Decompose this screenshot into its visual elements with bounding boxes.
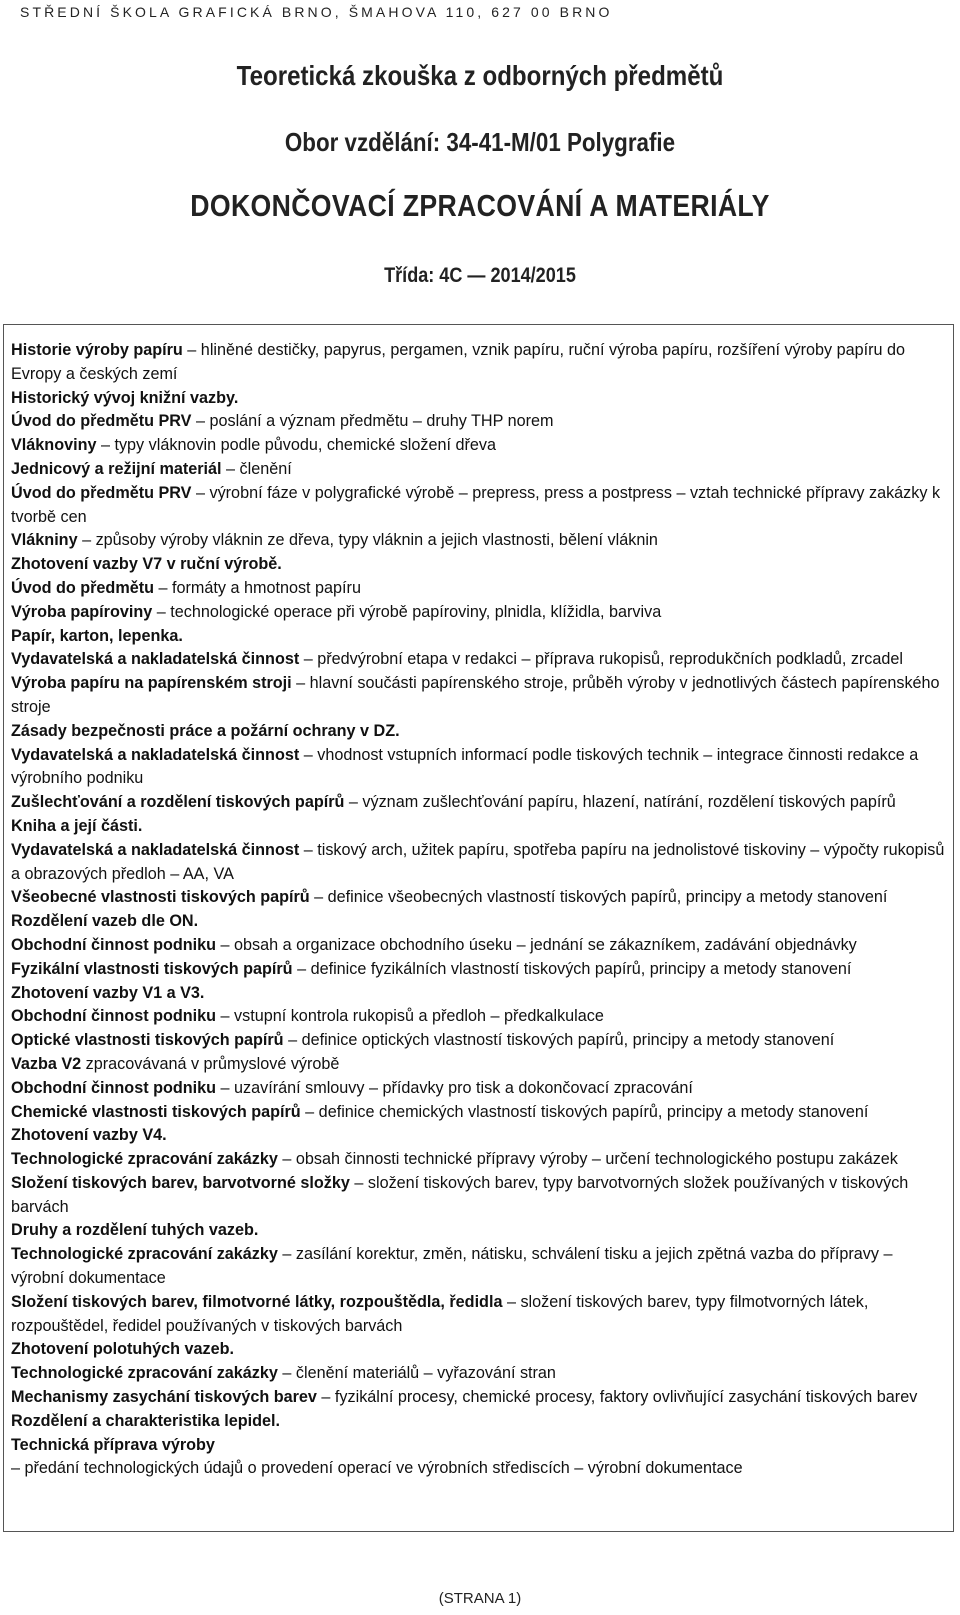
topic-heading: Zhotovení polotuhých vazeb. [11,1340,235,1359]
topic-row [11,1029,945,1053]
topic-row [11,410,945,434]
topic-row [11,1338,945,1362]
topic-heading: Všeobecné vlastnosti tiskových papírů [11,888,310,907]
topics-box [3,324,954,1532]
topic-row [11,1172,945,1220]
topic-heading: Obchodní činnost podniku [11,1078,217,1097]
topic-row [11,1124,945,1148]
topic-heading: Technická příprava výroby [11,1435,215,1454]
topic-heading: Druhy a rozdělení tuhých vazeb. [11,1221,259,1240]
topic-heading: Úvod do předmětu [11,578,154,597]
topic-heading: Historický vývoj knižní vazby. [11,388,239,407]
topic-description: – technologické operace při výrobě papíroviny, plnidla, klížidla, barviva [152,602,662,621]
page-number: (STRANA 1) [438,1590,522,1607]
topic-heading: Mechanismy zasychání tiskových barev [11,1388,317,1407]
topic-heading: Papír, karton, lepenka. [11,626,183,645]
topic-row [11,648,945,672]
topic-description: – typy vláknovin podle původu, chemické složení dřeva [96,436,496,455]
topic-row [11,1386,945,1410]
topic-description: – složení tiskových barev, typy filmotvorných látek, rozpouštědel, ředidel používaných v tiskových barvách [11,1292,869,1335]
topic-row [11,1219,945,1243]
topic-row [11,529,945,553]
topic-description: – vstupní kontrola rukopisů a předloh – předkalkulace [216,1007,604,1026]
topic-description: – složení tiskových barev, typy barvotvorných složek používaných v tiskových barvách [11,1173,909,1216]
topic-description: – poslání a význam předmětu – druhy THP norem [191,412,554,431]
topic-description: – předvýrobní etapa v redakci – příprava rukopisů, reprodukčních podkladů, zrcadel [299,650,904,669]
topic-row [11,1410,945,1434]
topic-heading: Složení tiskových barev, barvotvorné složky [11,1173,350,1192]
topic-description: – definice všeobecných vlastností tiskových papírů, principy a metody stanovení [309,888,888,907]
topic-description: – obsah a organizace obchodního úseku – jednání se zákazníkem, zadávání objednávky [216,935,857,954]
topic-heading: Kniha a její části. [11,816,143,835]
topic-heading: Zušlechťování a rozdělení tiskových papírů [11,793,345,812]
topic-description: – uzavírání smlouvy – přídavky pro tisk a dokončovací zpracování [216,1078,693,1097]
topic-heading: Zhotovení vazby V7 v ruční výrobě. [11,555,282,574]
topic-row [11,553,945,577]
topic-heading: Vazba V2 [11,1054,82,1073]
topic-row [11,577,945,601]
topic-description: – předání technologických údajů o provedení operací ve výrobních střediscích – výrobní dokumentace [11,1459,743,1478]
topic-row [11,339,945,387]
topic-row [11,482,945,530]
topic-heading: Fyzikální vlastnosti tiskových papírů [11,959,293,978]
topic-description: – výrobní fáze v polygrafické výrobě – prepress, press a postpress – vztah technické přípravy zakázky k tvorbě cen [11,483,941,526]
topic-heading: Rozdělení a charakteristika lepidel. [11,1411,280,1430]
topic-heading: Zhotovení vazby V4. [11,1126,167,1145]
topic-heading: Obchodní činnost podniku [11,935,217,954]
topic-row [11,387,945,411]
topic-row [11,434,945,458]
topic-description: – definice fyzikálních vlastností tiskových papírů, principy a metody stanovení [292,959,852,978]
topic-row [11,791,945,815]
topic-row [11,625,945,649]
field-of-study: Obor vzdělání: 34-41-M/01 Polygrafie [284,127,676,157]
topic-row [11,458,945,482]
topic-row [11,934,945,958]
topic-heading: Úvod do předmětu PRV [11,412,192,431]
topic-heading: Historie výroby papíru [11,341,183,359]
topic-heading: Rozdělení vazeb dle ON. [11,912,199,931]
topic-row [11,720,945,744]
topic-heading: Vydavatelská a nakladatelská činnost [11,840,300,859]
topic-description: – definice optických vlastností tiskových papírů, principy a metody stanovení [283,1031,835,1050]
topic-row [11,1148,945,1172]
topic-description: – význam zušlechťování papíru, hlazení, natírání, rozdělení tiskových papírů [344,793,896,812]
topic-row [11,839,945,887]
topic-description: – fyzikální procesy, chemické procesy, faktory ovlivňující zasychání tiskových barev [316,1388,918,1407]
topic-description: – hliněné destičky, papyrus, pergamen, vznik papíru, ruční výroba papíru, rozšíření výroby papíru do Evropy a českých zemí [11,341,906,383]
topic-row [11,910,945,934]
subject-title: DOKONČOVACÍ ZPRACOVÁNÍ A MATERIÁLY [190,188,770,223]
topic-row [11,1005,945,1029]
topic-heading: Obchodní činnost podniku [11,1007,217,1026]
topic-heading: Optické vlastnosti tiskových papírů [11,1031,284,1050]
topic-heading: Vydavatelská a nakladatelská činnost [11,745,300,764]
topic-description: – zasílání korektur, změn, nátisku, schválení tisku a jejich zpětná vazba do přípravy – výrobní dokumentace [11,1245,893,1288]
topic-heading: Chemické vlastnosti tiskových papírů [11,1102,301,1121]
topic-description: – vhodnost vstupních informací podle tiskových technik – integrace činnosti redakce a výrobního podniku [11,745,919,788]
topic-row [11,1243,945,1291]
topic-heading: Technologické zpracování zakázky [11,1150,278,1169]
topic-row [11,1101,945,1125]
topic-description: – formáty a hmotnost papíru [154,578,361,597]
topic-row [11,958,945,982]
school-header: STŘEDNÍ ŠKOLA GRAFICKÁ BRNO, ŠMAHOVA 110, 627 00 BRNO [20,4,613,20]
topic-heading: Vydavatelská a nakladatelská činnost [11,650,300,669]
topic-heading: Složení tiskových barev, filmotvorné látky, rozpouštědla, ředidla [11,1292,503,1311]
topic-heading: Výroba papíru na papírenském stroji [11,674,292,693]
topic-row [11,1053,945,1077]
topic-heading: Zásady bezpečnosti práce a požární ochrany v DZ. [11,721,400,740]
topic-heading: Technologické zpracování zakázky [11,1245,278,1264]
topic-row [11,744,945,792]
topic-row [11,886,945,910]
topic-description: zpracovávaná v průmyslové výrobě [81,1054,340,1073]
topic-row [11,672,945,720]
topic-description: – způsoby výroby vláknin ze dřeva, typy vláknin a jejich vlastnosti, bělení vláknin [77,531,658,550]
topic-heading: Výroba papíroviny [11,602,153,621]
topic-heading: Zhotovení vazby V1 a V3. [11,983,205,1002]
page-title: Teoretická zkouška z odborných předmětů [236,60,724,91]
topic-row [11,1457,945,1481]
topic-heading: Jednicový a režijní materiál [11,459,222,478]
topic-heading: Vlákniny [11,531,78,550]
topic-heading: Technologické zpracování zakázky [11,1364,278,1383]
topic-description: – členění [221,459,292,478]
topic-description: – hlavní součásti papírenského stroje, průběh výroby v jednotlivých částech papírenského stroje [11,674,940,716]
topic-description: – tiskový arch, užitek papíru, spotřeba papíru na jednolistové tiskoviny – výpočty rukopisů a obrazových předloh – AA, VA [11,840,945,883]
topic-heading: Úvod do předmětu PRV [11,483,192,502]
topic-description: – obsah činnosti technické přípravy výroby – určení technologického postupu zakázek [277,1150,898,1169]
topic-row [11,1434,945,1458]
topic-row [11,815,945,839]
topic-description: – definice chemických vlastností tiskových papírů, principy a metody stanovení [300,1102,869,1121]
class-year: Třída: 4C — 2014/2015 [384,264,576,287]
topic-row [11,1362,945,1386]
topic-heading: Vláknoviny [11,436,97,455]
topic-row [11,1077,945,1101]
topic-description: – členění materiálů – vyřazování stran [277,1364,556,1383]
topic-row [11,982,945,1006]
topic-row [11,601,945,625]
topic-row [11,1291,945,1339]
